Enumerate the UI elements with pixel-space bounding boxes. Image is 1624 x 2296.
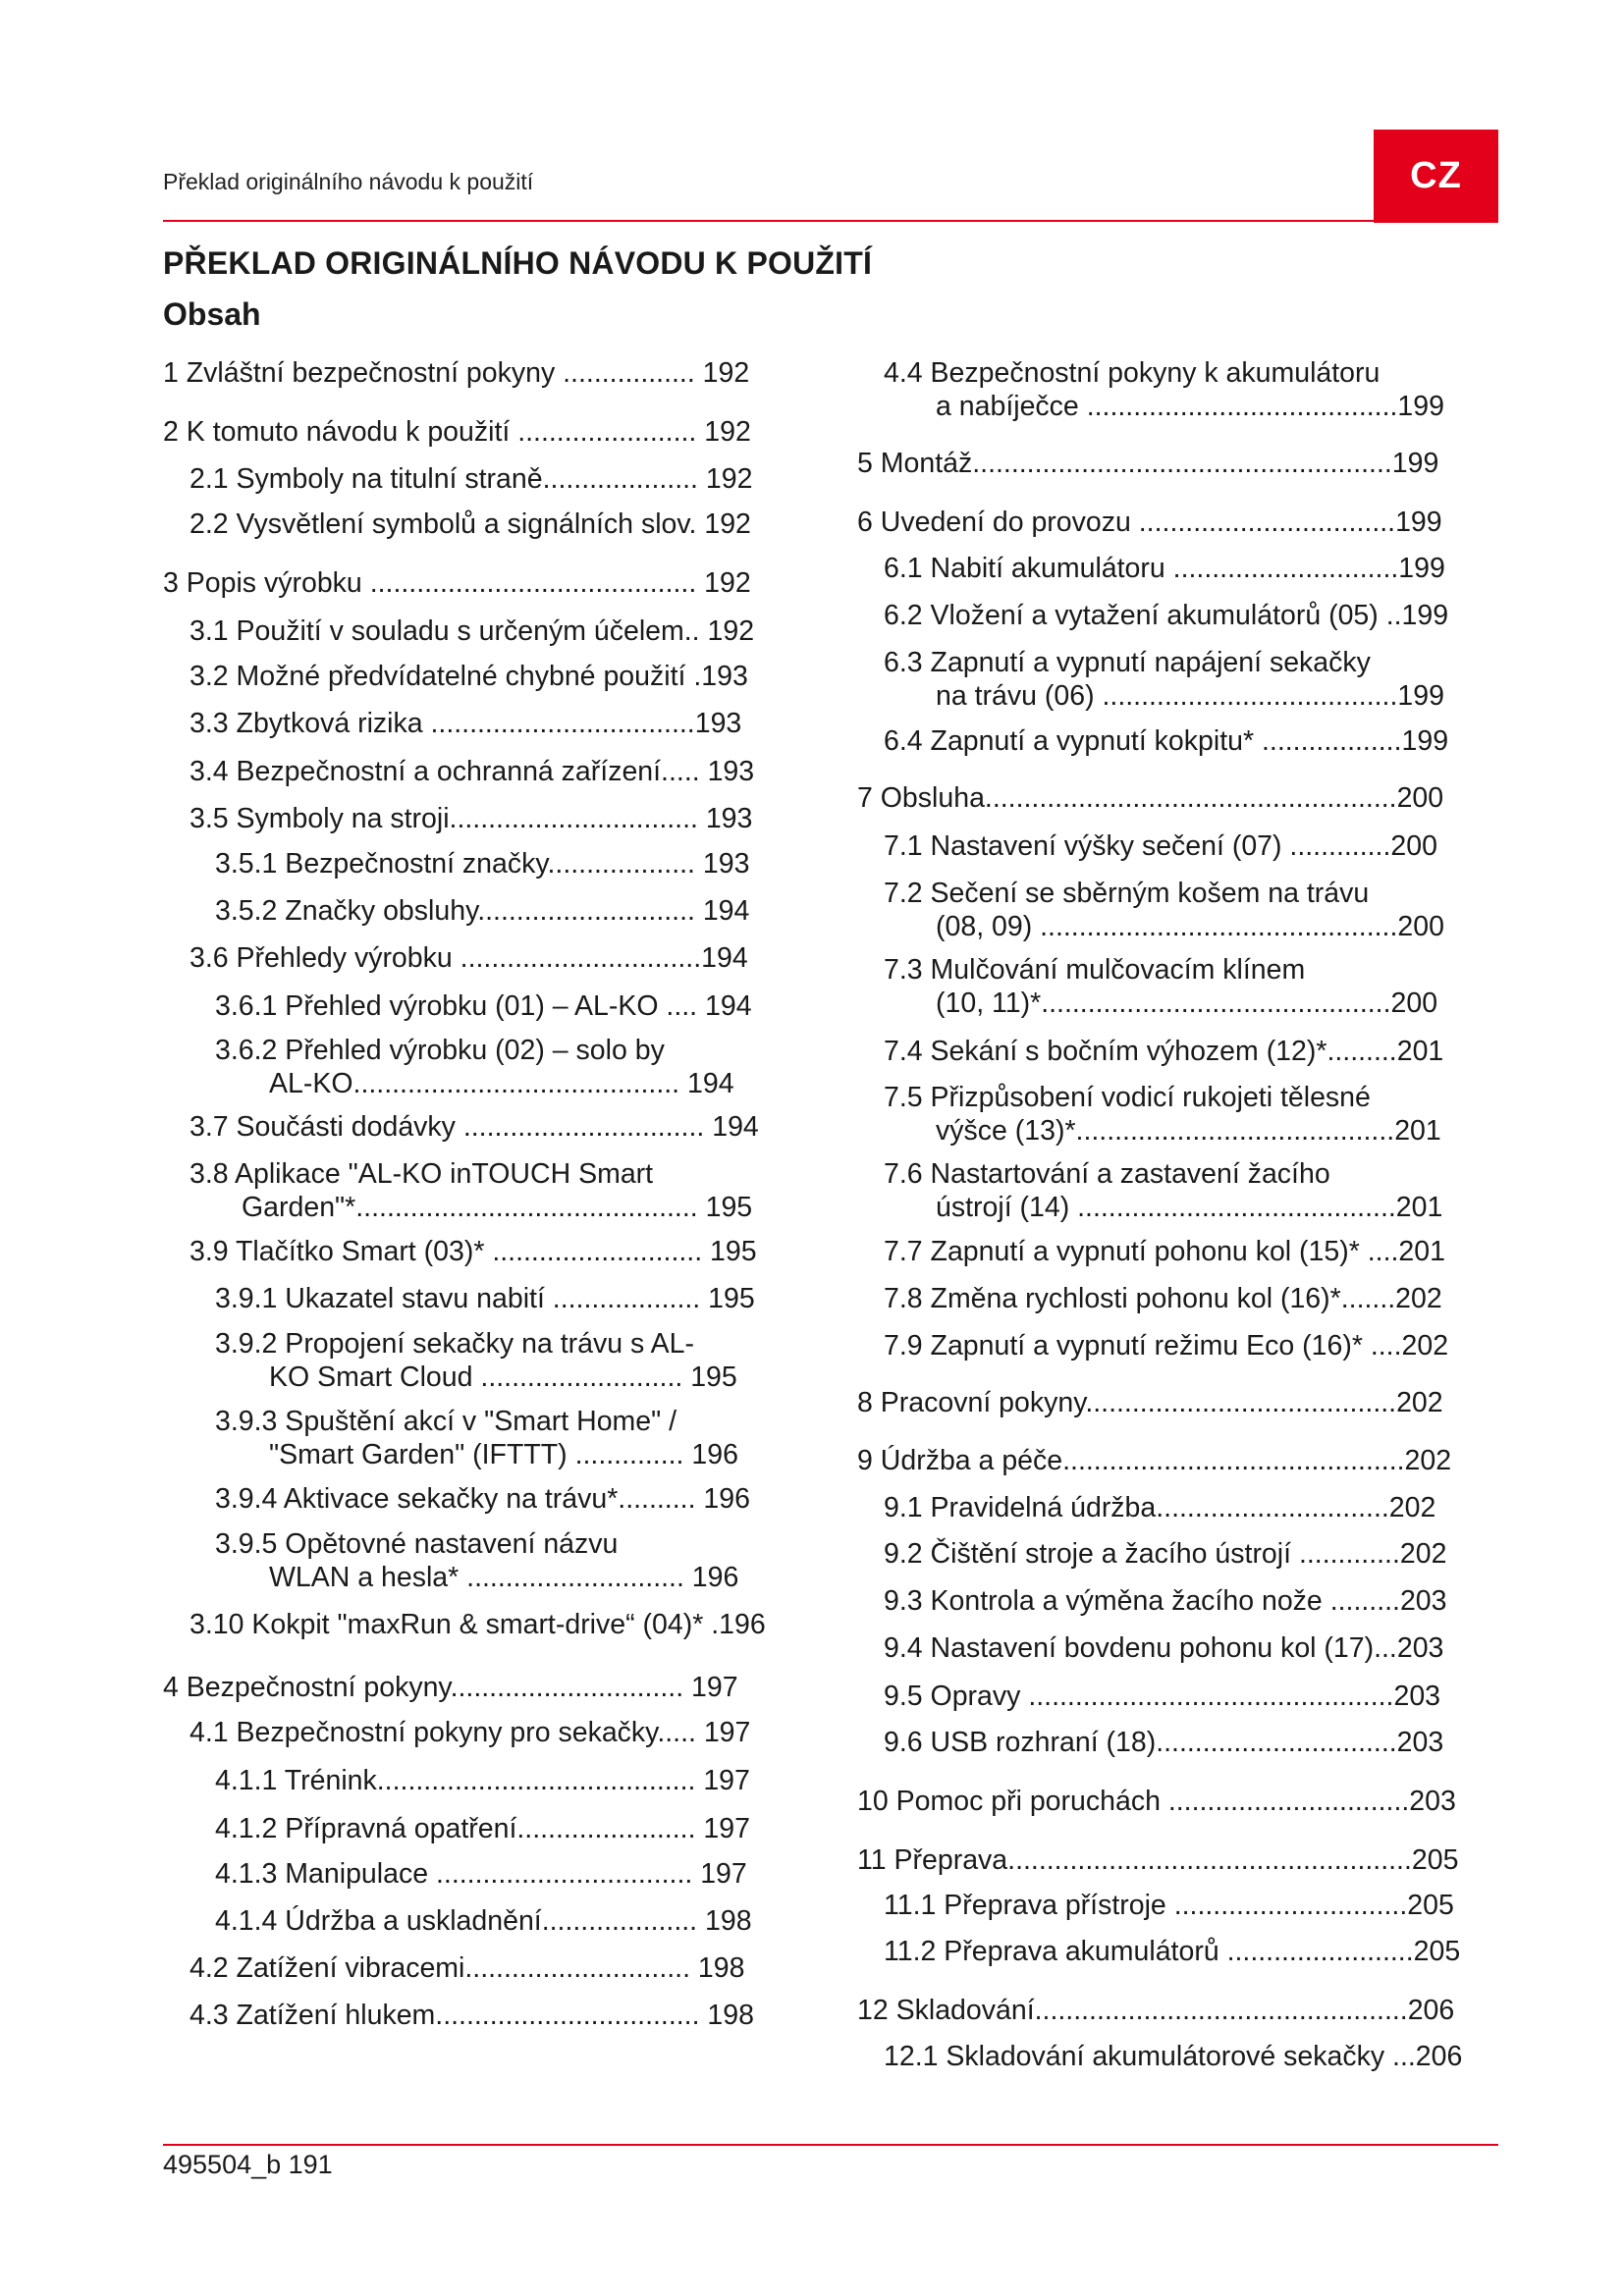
toc-left-entry[interactable]: 1 Zvláštní bezpečnostní pokyny ................. 192 — [163, 357, 750, 389]
toc-left-entry[interactable]: 3.2 Možné předvídatelné chybné použití .193 — [189, 661, 748, 692]
toc-right-entry[interactable]: 7.9 Zapnutí a vypnutí režimu Eco (16)* ....202 — [884, 1330, 1449, 1362]
toc-right-entry-continuation[interactable]: výšce (13)*.........................................201 — [936, 1115, 1441, 1147]
toc-right-entry-continuation[interactable]: (08, 09) ..............................................200 — [936, 911, 1444, 942]
toc-left-entry[interactable]: 4 Bezpečnostní pokyny.............................. 197 — [163, 1672, 738, 1703]
toc-right-entry[interactable]: 9.6 USB rozhraní (18)...............................203 — [884, 1727, 1444, 1758]
toc-left-entry[interactable]: 3.1 Použití v souladu s určeným účelem.. 192 — [189, 615, 755, 647]
toc-right-entry-continuation[interactable]: (10, 11)*.............................................200 — [936, 988, 1438, 1019]
header-divider — [163, 220, 1498, 222]
toc-right-entry[interactable]: 9.1 Pravidelná údržba..............................202 — [884, 1492, 1436, 1523]
toc-right-entry[interactable]: 6 Uvedení do provozu .................................199 — [857, 507, 1442, 538]
toc-left-entry[interactable]: 4.1.4 Údržba a uskladnění.................... 198 — [215, 1905, 752, 1937]
toc-right-entry[interactable]: 9.4 Nastavení bovdenu pohonu kol (17)...203 — [884, 1632, 1444, 1664]
toc-right-entry[interactable]: 11.2 Přeprava akumulátorů ........................205 — [884, 1936, 1461, 1967]
toc-left-entry-continuation[interactable]: "Smart Garden" (IFTTT) .............. 196 — [269, 1439, 738, 1470]
toc-left-entry[interactable]: 3.7 Součásti dodávky ............................... 194 — [189, 1111, 759, 1143]
toc-left-entry[interactable]: 3.6 Přehledy výrobku ...............................194 — [189, 942, 748, 974]
toc-left-entry-continuation[interactable]: Garden"*............................................ 195 — [242, 1192, 753, 1223]
toc-right-entry[interactable]: 9.5 Opravy ...............................................203 — [884, 1681, 1441, 1712]
toc-left-entry[interactable]: 4.2 Zatížení vibracemi............................. 198 — [189, 1952, 745, 1984]
toc-left-entry[interactable]: 3.8 Aplikace "AL-KO inTOUCH Smart — [189, 1158, 654, 1190]
toc-left-entry[interactable]: 4.3 Zatížení hlukem.................................. 198 — [189, 2000, 754, 2031]
toc-left-entry[interactable]: 3.10 Kokpit "maxRun & smart-drive“ (04)* .196 — [189, 1609, 766, 1640]
toc-left-entry[interactable]: 3.6.1 Přehled výrobku (01) – AL-KO .... 194 — [215, 990, 752, 1022]
toc-right-entry[interactable]: 4.4 Bezpečnostní pokyny k akumulátoru — [884, 357, 1380, 389]
toc-right-entry[interactable]: 9.3 Kontrola a výměna žacího nože .........203 — [884, 1585, 1447, 1617]
toc-right-entry[interactable]: 7.1 Nastavení výšky sečení (07) .............200 — [884, 830, 1437, 862]
toc-right-entry[interactable]: 9.2 Čištění stroje a žacího ústrojí .............202 — [884, 1538, 1447, 1570]
toc-right-entry[interactable]: 7.7 Zapnutí a vypnutí pohonu kol (15)* ....201 — [884, 1236, 1445, 1267]
toc-left-entry[interactable]: 4.1.3 Manipulace ................................. 197 — [215, 1858, 747, 1890]
language-badge: CZ — [1374, 130, 1498, 223]
toc-left-entry[interactable]: 3.9.2 Propojení sekačky na trávu s AL- — [215, 1328, 694, 1360]
toc-right-entry[interactable]: 11 Přeprava....................................................205 — [857, 1844, 1459, 1876]
toc-right-entry[interactable]: 7.3 Mulčování mulčovacím klínem — [884, 954, 1306, 986]
toc-right-entry[interactable]: 7.5 Přizpůsobení vodicí rukojeti tělesné — [884, 1082, 1371, 1113]
toc-left-entry[interactable]: 2 K tomuto návodu k použití ....................... 192 — [163, 416, 751, 448]
toc-right-entry[interactable]: 12.1 Skladování akumulátorové sekačky ...206 — [884, 2041, 1463, 2072]
toc-right-entry[interactable]: 7.4 Sekání s bočním výhozem (12)*.........201 — [884, 1036, 1444, 1067]
footer-divider — [163, 2144, 1498, 2146]
toc-right-entry[interactable]: 6.4 Zapnutí a vypnutí kokpitu* ..................199 — [884, 725, 1449, 757]
toc-left-entry[interactable]: 2.1 Symboly na titulní straně.................... 192 — [189, 463, 753, 495]
toc-right-entry[interactable]: 7 Obsluha.....................................................200 — [857, 782, 1444, 814]
toc-right-entry[interactable]: 6.3 Zapnutí a vypnutí napájení sekačky — [884, 647, 1371, 678]
toc-right-entry[interactable]: 7.6 Nastartování a zastavení žacího — [884, 1158, 1330, 1190]
toc-left-entry-continuation[interactable]: AL-KO.......................................... 194 — [269, 1068, 734, 1099]
toc-left-entry-continuation[interactable]: KO Smart Cloud .......................... 195 — [269, 1362, 737, 1393]
toc-left-entry[interactable]: 3.9 Tlačítko Smart (03)* ........................... 195 — [189, 1236, 757, 1267]
toc-right-entry[interactable]: 6.2 Vložení a vytažení akumulátorů (05) ..199 — [884, 600, 1449, 631]
toc-left-entry[interactable]: 3.5.1 Bezpečnostní značky................... 193 — [215, 848, 750, 880]
toc-right-entry[interactable]: 7.2 Sečení se sběrným košem na trávu — [884, 878, 1370, 909]
toc-left-entry[interactable]: 3.3 Zbytková rizika ..................................193 — [189, 708, 742, 739]
toc-left-entry[interactable]: 3.9.3 Spuštění akcí v "Smart Home" / — [215, 1406, 677, 1437]
toc-right-entry[interactable]: 10 Pomoc při poruchách ...............................203 — [857, 1786, 1456, 1817]
toc-right-entry-continuation[interactable]: na trávu (06) ......................................199 — [936, 680, 1444, 712]
toc-right-entry[interactable]: 8 Pracovní pokyny........................................202 — [857, 1387, 1443, 1418]
toc-heading: Obsah — [163, 296, 261, 332]
toc-right-entry[interactable]: 7.8 Změna rychlosti pohonu kol (16)*.......202 — [884, 1283, 1442, 1314]
toc-left-entry[interactable]: 3.9.4 Aktivace sekačky na trávu*.......... 196 — [215, 1483, 750, 1515]
toc-right-entry-continuation[interactable]: a nabíječce ........................................199 — [936, 391, 1444, 422]
footer-page-label: 495504_b 191 — [163, 2150, 333, 2179]
toc-left-entry[interactable]: 3.5 Symboly na stroji................................ 193 — [189, 803, 753, 834]
toc-right-entry[interactable]: 11.1 Přeprava přístroje ..............................205 — [884, 1890, 1454, 1921]
toc-right-entry-continuation[interactable]: ústrojí (14) .........................................201 — [936, 1192, 1443, 1223]
toc-left-entry[interactable]: 3 Popis výrobku .......................................... 192 — [163, 567, 751, 599]
toc-left-entry[interactable]: 4.1.1 Trénink......................................... 197 — [215, 1765, 750, 1796]
toc-left-entry[interactable]: 4.1 Bezpečnostní pokyny pro sekačky..... 197 — [189, 1717, 751, 1748]
toc-right-entry[interactable]: 6.1 Nabití akumulátoru .............................199 — [884, 553, 1445, 584]
toc-right-entry[interactable]: 9 Údržba a péče............................................202 — [857, 1445, 1452, 1476]
toc-left-entry[interactable]: 2.2 Vysvětlení symbolů a signálních slov. 192 — [189, 508, 751, 540]
toc-right-entry[interactable]: 5 Montáž......................................................199 — [857, 448, 1439, 479]
document-title: PŘEKLAD ORIGINÁLNÍHO NÁVODU K POUŽITÍ — [163, 245, 873, 281]
toc-left-entry[interactable]: 3.5.2 Značky obsluhy............................ 194 — [215, 895, 750, 927]
toc-left-entry[interactable]: 3.9.5 Opětovné nastavení názvu — [215, 1528, 619, 1560]
toc-left-entry[interactable]: 3.6.2 Přehled výrobku (02) – solo by — [215, 1035, 665, 1066]
toc-left-entry-continuation[interactable]: WLAN a hesla* ............................ 196 — [269, 1562, 739, 1593]
toc-left-entry[interactable]: 3.4 Bezpečnostní a ochranná zařízení..... 193 — [189, 756, 755, 787]
toc-left-entry[interactable]: 4.1.2 Přípravná opatření....................... 197 — [215, 1813, 750, 1844]
running-header-title: Překlad originálního návodu k použití — [163, 169, 534, 194]
toc-left-entry[interactable]: 3.9.1 Ukazatel stavu nabití ................... 195 — [215, 1283, 755, 1314]
toc-right-entry[interactable]: 12 Skladování................................................206 — [857, 1995, 1455, 2026]
